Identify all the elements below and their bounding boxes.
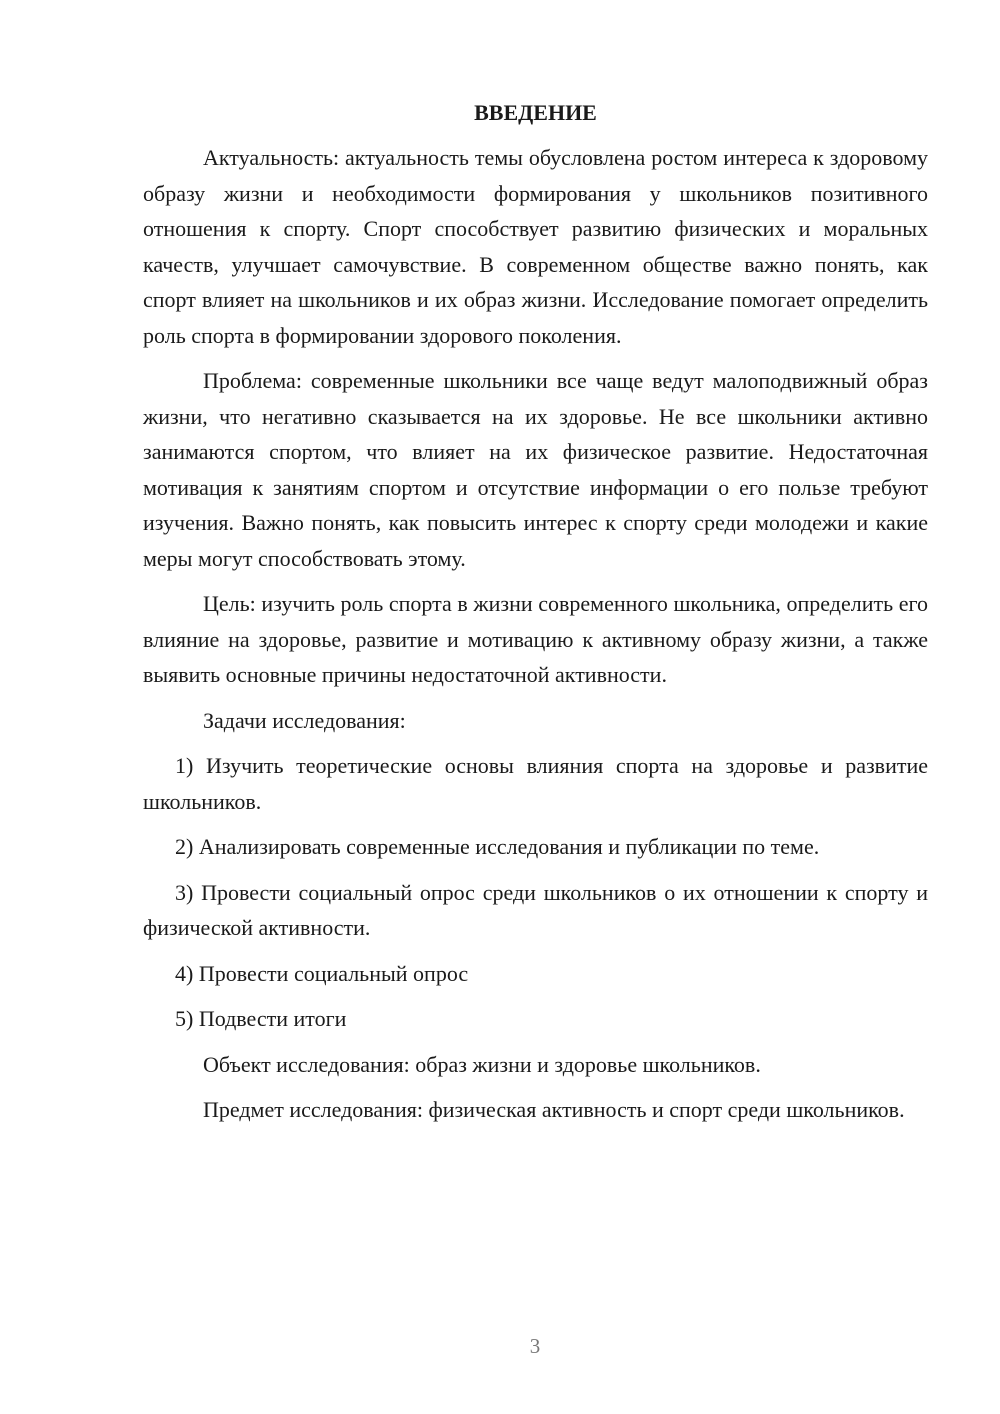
tasks-heading: Задачи исследования: [203, 707, 406, 733]
task-item-1: 1) Изучить теоретические основы влияния спорта на здоровье и развитие школьников. [143, 753, 928, 814]
paragraph-problem: Проблема: современные школьники все чаще ведут малоподвижный образ жизни, что негативно сказывается на их здоровье. Не все школьники активно занимаются спортом, что влияет на их физическое развитие. Недостаточная мотивация к занятиям спортом и отсутствие информации о его пользе требуют изучения. Важно понять, как повысить интерес к спорту среди молодежи и какие меры могут способствовать этому. [143, 368, 928, 571]
paragraph-subject: Предмет исследования: физическая активность и спорт среди школьников. [203, 1097, 905, 1122]
page-number: 3 [529, 1334, 541, 1358]
task-item-3: 3) Провести социальный опрос среди школьников о их отношении к спорту и физической активности. [143, 879, 928, 940]
page-title: ВВЕДЕНИЕ [474, 100, 597, 125]
task-item-2: 2) Анализировать современные исследования и публикации по теме. [175, 834, 820, 859]
paragraph-relevance: Актуальность: актуальность темы обусловлена ростом интереса к здоровому образу жизни и необходимости формирования у школьников позитивного отношения к спорту. Спорт способствует развитию физических и моральных качеств, улучшает самочувствие. В современном обществе важно понять, как спорт влияет на школьников и их образ жизни. Исследование помогает определить роль спорта в формировании здорового поколения. [143, 145, 928, 348]
paragraph-goal: Цель: изучить роль спорта в жизни современного школьника, определить его влияние на здоровье, развитие и мотивацию к активному образу жизни, а также выявить основные причины недостаточной активности. [143, 591, 928, 687]
task-item-4: 4) Провести социальный опрос [175, 960, 469, 986]
paragraph-object: Объект исследования: образ жизни и здоровье школьников. [203, 1051, 761, 1077]
task-item-5: 5) Подвести итоги [175, 1006, 347, 1031]
document-body [143, 96, 928, 1138]
